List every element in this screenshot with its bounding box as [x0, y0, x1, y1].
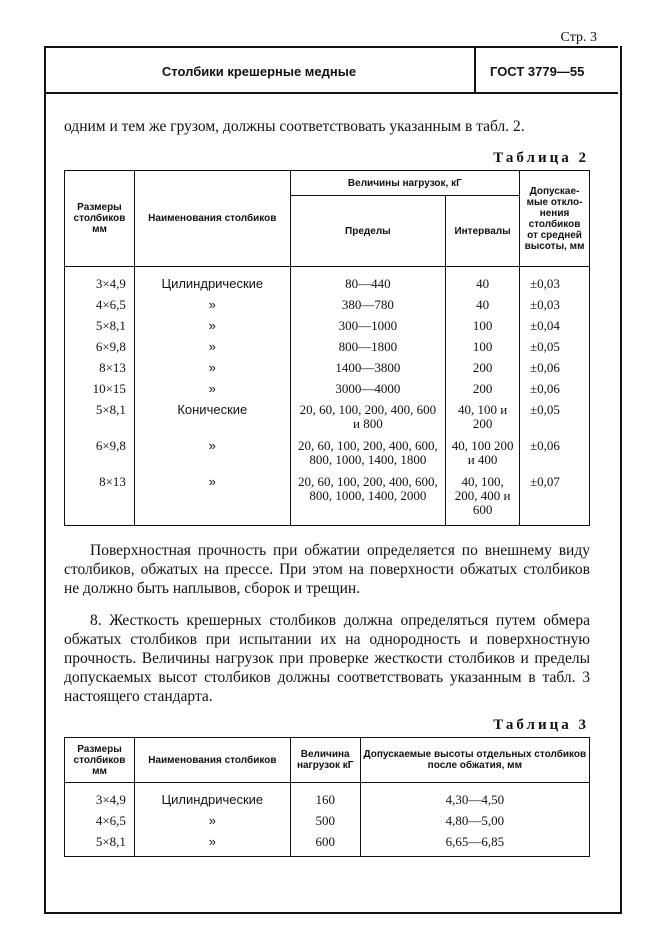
tolerance-cell: ±0,06 — [520, 382, 590, 403]
load-cell: 160 — [290, 783, 360, 815]
intervals-cell: 40 — [446, 267, 520, 299]
name-cell: Цилиндрические — [134, 783, 290, 815]
table-row — [65, 382, 590, 403]
table2-header-intervals: Интервалы — [446, 196, 520, 267]
document-header — [44, 46, 618, 94]
limits-cell: 20, 60, 100, 200, 400, 600, 800, 1000, 1400, 1800 — [290, 439, 445, 475]
tolerance-cell: ±0,07 — [520, 475, 590, 526]
page-number: Стр. 3 — [560, 30, 597, 45]
table2-header-limits: Пределы — [290, 196, 445, 267]
size-cell: 8×13 — [65, 475, 135, 526]
intervals-cell: 200 — [446, 382, 520, 403]
paragraph-surface-strength: Поверхностная прочность при обжатии определяется по внешнему виду столбиков, обжатых на прессе. При этом на поверхности обжатых столбиков не должно быть наплывов, сборок и трещин. — [64, 542, 590, 597]
name-cell: » — [134, 340, 290, 361]
table-row — [65, 439, 590, 475]
limits-cell: 80—440 — [290, 267, 445, 299]
table-row — [65, 475, 590, 526]
size-cell: 6×9,8 — [65, 439, 135, 475]
intervals-cell: 100 — [446, 319, 520, 340]
size-cell: 8×13 — [65, 361, 135, 382]
tolerance-cell: ±0,03 — [520, 298, 590, 319]
standard-code: ГОСТ 3779—55 — [490, 64, 585, 79]
table-row — [65, 319, 590, 340]
table-3 — [64, 737, 590, 857]
table2-header-loads: Величины нагрузок, кГ — [290, 171, 519, 196]
intervals-cell: 40, 100, 200, 400 и 600 — [446, 475, 520, 526]
limits-cell: 380—780 — [290, 298, 445, 319]
tolerance-cell: ±0,06 — [520, 439, 590, 475]
intervals-cell: 40, 100 и 200 — [446, 403, 520, 439]
table-row — [65, 814, 590, 835]
table-row — [65, 298, 590, 319]
limits-cell: 300—1000 — [290, 319, 445, 340]
size-cell: 10×15 — [65, 382, 135, 403]
table2-caption: Таблица 2 — [493, 150, 589, 166]
name-cell: » — [134, 475, 290, 526]
tolerance-cell: ±0,06 — [520, 361, 590, 382]
table2-header-tolerance: Допускае-мые откло-нения столбиков от средней высоты, мм — [520, 171, 590, 267]
heights-cell: 4,30—4,50 — [360, 783, 589, 815]
tolerance-cell: ±0,05 — [520, 403, 590, 439]
limits-cell: 800—1800 — [290, 340, 445, 361]
size-cell: 5×8,1 — [65, 403, 135, 439]
name-cell: Конические — [134, 403, 290, 439]
table-row — [65, 835, 590, 857]
size-cell: 4×6,5 — [65, 298, 135, 319]
header-divider — [474, 48, 476, 94]
heights-cell: 4,80—5,00 — [360, 814, 589, 835]
size-cell: 4×6,5 — [65, 814, 135, 835]
size-cell: 5×8,1 — [65, 835, 135, 857]
size-cell: 6×9,8 — [65, 340, 135, 361]
tolerance-cell: ±0,04 — [520, 319, 590, 340]
name-cell: » — [134, 814, 290, 835]
table3-header-size: Размеры столбиков мм — [65, 738, 135, 783]
table-row — [65, 361, 590, 382]
name-cell: » — [134, 319, 290, 340]
name-cell: » — [134, 382, 290, 403]
limits-cell: 3000—4000 — [290, 382, 445, 403]
load-cell: 600 — [290, 835, 360, 857]
table3-header-heights: Допускаемые высоты отдельных столбиков после обжатия, мм — [360, 738, 589, 783]
size-cell: 3×4,9 — [65, 783, 135, 815]
name-cell: » — [134, 361, 290, 382]
paragraph-intro: одним и тем же грузом, должны соответствовать указанным в табл. 2. — [64, 118, 525, 135]
paragraph-item-8: 8. Жесткость крешерных столбиков должна определяться путем обмера обжатых столбиков при испытании их на однородность и поверхностную прочность. Величины нагрузок при проверке жесткости столбиков и пределы допускаемых высот столбиков должны соответствовать указанным в табл. 3 настоящего стандарта. — [64, 612, 590, 705]
table-row — [65, 267, 590, 299]
table3-header-name: Наименования столбиков — [134, 738, 290, 783]
size-cell: 3×4,9 — [65, 267, 135, 299]
intervals-cell: 40, 100 200 и 400 — [446, 439, 520, 475]
limits-cell: 1400—3800 — [290, 361, 445, 382]
name-cell: » — [134, 835, 290, 857]
table-row — [65, 340, 590, 361]
table3-caption: Таблица 3 — [493, 717, 589, 733]
table2-header-size: Размеры столбиков мм — [65, 171, 135, 267]
intervals-cell: 200 — [446, 361, 520, 382]
load-cell: 500 — [290, 814, 360, 835]
intervals-cell: 40 — [446, 298, 520, 319]
table3-header-load: Величина нагрузок кГ — [290, 738, 360, 783]
tolerance-cell: ±0,05 — [520, 340, 590, 361]
table-row — [65, 403, 590, 439]
limits-cell: 20, 60, 100, 200, 400, 600 и 800 — [290, 403, 445, 439]
limits-cell: 20, 60, 100, 200, 400, 600, 800, 1000, 1400, 2000 — [290, 475, 445, 526]
size-cell: 5×8,1 — [65, 319, 135, 340]
heights-cell: 6,65—6,85 — [360, 835, 589, 857]
intervals-cell: 100 — [446, 340, 520, 361]
name-cell: » — [134, 298, 290, 319]
document-title: Столбики крешерные медные — [161, 64, 357, 79]
table2-header-name: Наименования столбиков — [134, 171, 290, 267]
table-row — [65, 783, 590, 815]
name-cell: Цилиндрические — [134, 267, 290, 299]
name-cell: » — [134, 439, 290, 475]
table-2 — [64, 170, 590, 526]
tolerance-cell: ±0,03 — [520, 267, 590, 299]
